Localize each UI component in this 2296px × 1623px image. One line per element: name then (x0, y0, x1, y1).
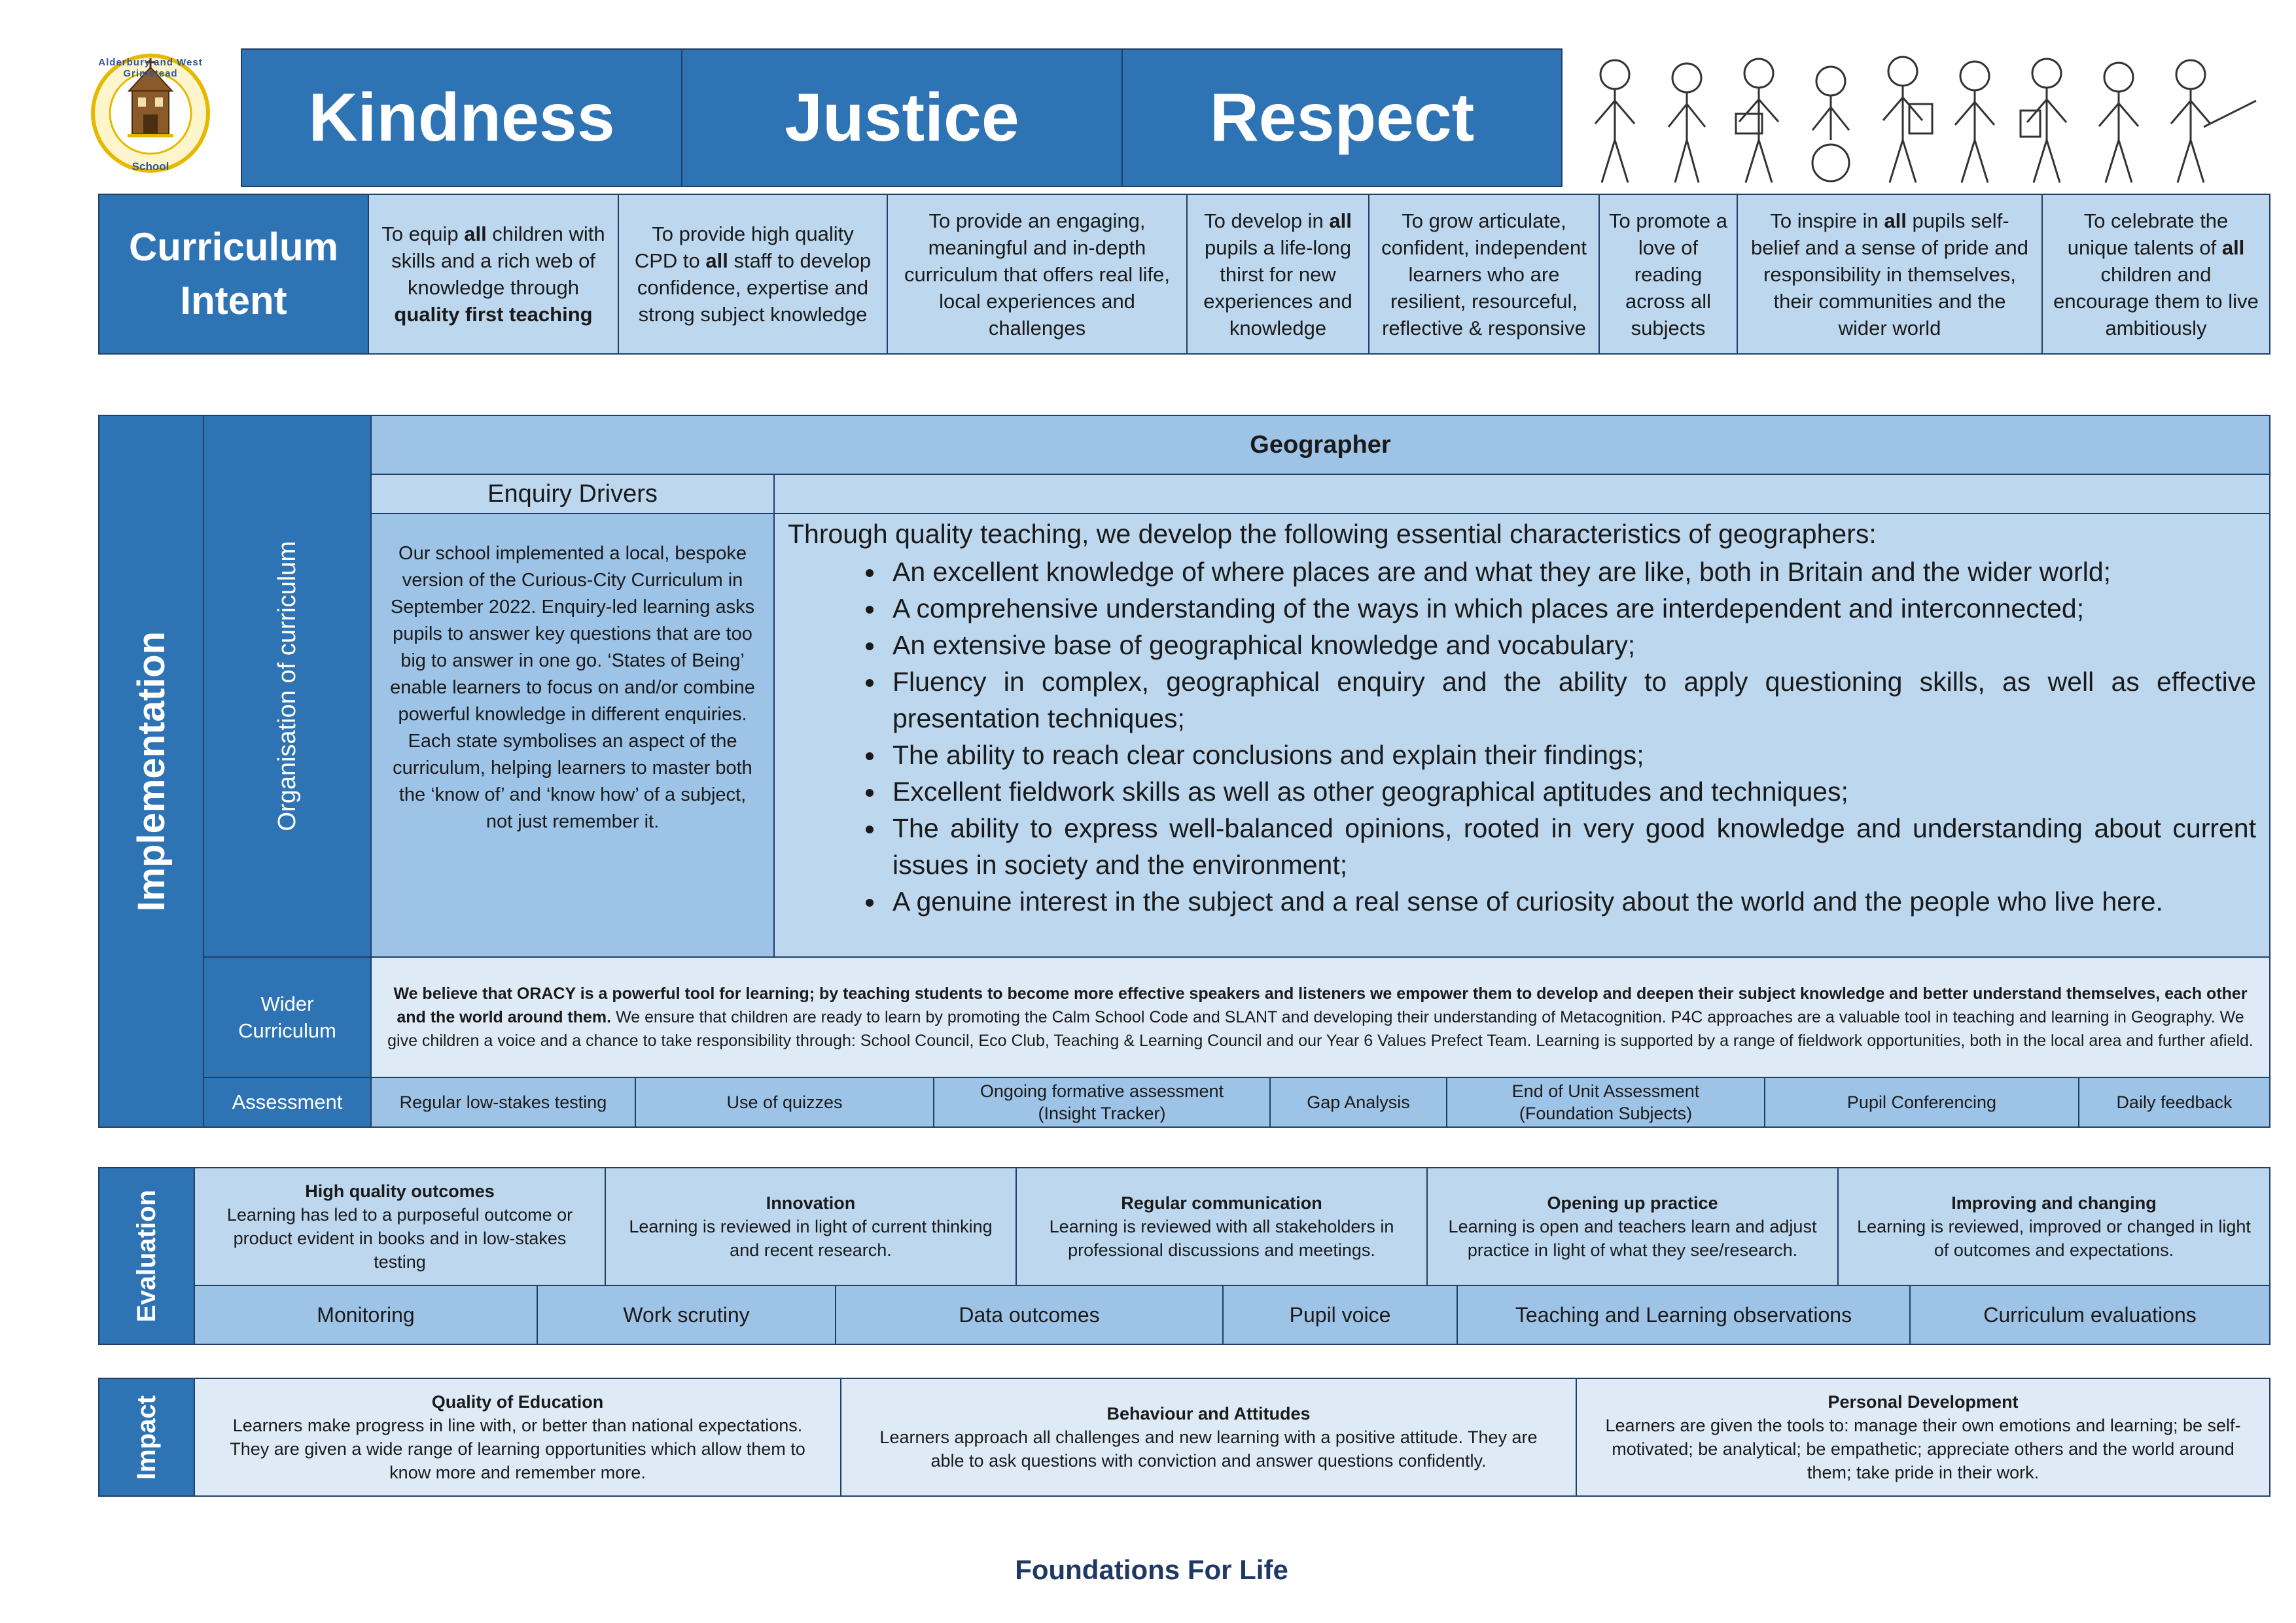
children-line-drawing-icon (1569, 48, 2270, 187)
monitoring-item: Monitoring (195, 1286, 538, 1344)
list-item: • A genuine interest in the subject and a real sense of curiosity about the world and the people who live here. (886, 883, 2256, 920)
evaluation-criteria-row (195, 1168, 2269, 1286)
evaluation-item: Improving and changing Learning is reviewed, improved or changed in light of outcomes and expectations. (1857, 1193, 2251, 1260)
intent-item: To promote a love of reading across all subjects (1600, 195, 1738, 353)
organisation-of-curriculum-label: Organisation of curriculum (204, 416, 372, 958)
evaluation-item: High quality outcomes Learning has led to a purposeful outcome or product evident in books and in low-stakes testing (195, 1168, 606, 1285)
characteristics-intro: Through quality teaching, we develop the following essential characteristics of geographers: (788, 519, 1877, 549)
impact-item: Personal Development Learners are given the tools to: manage their own emotions and learning; be self-motivated; be analytical; be empathetic; appreciate others and the world around them; take pride in their work. (1577, 1379, 2269, 1495)
evaluation-item: Regular communication Learning is reviewed with all stakeholders in professional discussions and meetings. (1017, 1168, 1428, 1285)
intent-item: To provide an engaging, meaningful and in-depth curriculum that offers real life, local experiences and challenges (888, 195, 1188, 353)
monitoring-item: Pupil voice (1224, 1286, 1458, 1344)
list-item: • Fluency in complex, geographical enquiry and the ability to apply questioning skills, as well as effective presentation techniques; (886, 663, 2256, 737)
assessment-item: Use of quizzes (636, 1078, 934, 1126)
evaluation-item: Opening up practice Learning is open and teachers learn and adjust practice in light of what they see/research. (1428, 1168, 1839, 1285)
intent-item: To inspire in all pupils self-belief and a sense of pride and responsibility in themselves, their communities and the wider world (1738, 195, 2043, 353)
assessment-item: Gap Analysis (1271, 1078, 1447, 1126)
assessment-row (372, 1078, 2269, 1126)
assessment-item: Regular low-stakes testing (372, 1078, 636, 1126)
footer-motto: Foundations For Life (1015, 1554, 1288, 1585)
values-banner (241, 48, 1563, 187)
monitoring-item: Data outcomes (836, 1286, 1224, 1344)
monitoring-row (195, 1286, 2269, 1344)
characteristics-list (788, 553, 2256, 920)
list-item: • The ability to reach clear conclusions and explain their findings; (886, 737, 2256, 773)
list-item: • An excellent knowledge of where places are and what they are like, both in Britain and the wider world; (886, 553, 2256, 590)
list-item: • Excellent fieldwork skills as well as other geographical aptitudes and techniques; (886, 773, 2256, 810)
monitoring-item: Work scrutiny (538, 1286, 836, 1344)
school-logo (88, 49, 213, 180)
impact-item: Behaviour and Attitudes Learners approach all challenges and new learning with a positive attitude. They are able to ask questions with conviction and answer questions confidently. (841, 1379, 1577, 1495)
intent-item: To provide high quality CPD to all staff to develop confidence, expertise and strong subject knowledge (619, 195, 888, 353)
value-justice: Justice (682, 50, 1123, 186)
wider-curriculum-label: Wider Curriculum (204, 958, 372, 1078)
enquiry-drivers-heading-spacer (775, 475, 2269, 514)
intent-item: To equip all children with skills and a rich web of knowledge through quality first teaching (369, 195, 619, 353)
impact-item: Quality of Education Learners make progress in line with, or better than national expectations. They are given a wide range of learning opportunities which allow them to know more and remember more. (195, 1379, 841, 1495)
curriculum-intent-row (98, 194, 2270, 355)
intent-item: To develop in all pupils a life-long thirst for new experiences and knowledge (1188, 195, 1369, 353)
logo-school-name: Alderbury and West Grimstead (98, 57, 203, 79)
geographer-characteristics (775, 514, 2269, 958)
wider-curriculum-text: We believe that ORACY is a powerful tool for learning; by teaching students to become more effective speakers and listeners we empower them to develop and deepen their subject knowledge and better understand themselves, each other and the world around them. We ensure that children are ready to learn by promoting the Calm School Code and SLANT and developing their understanding of Metacognition. P4C approaches are a valuable tool in teaching and learning in Geography. We give children a voice and a chance to take responsibility through: School Council, Eco Club, Teaching & Learning Council and our Year 6 Values Prefect Team. Learning is supported by a range of fieldwork opportunities, both in the local area and further afield. (372, 958, 2269, 1078)
intent-title-line1: Curriculum (128, 225, 339, 269)
enquiry-drivers-text: Our school implemented a local, bespoke version of the Curious-City Curriculum in September 2022. Enquiry-led learning asks pupils to answer key questions that are too big to answer in one go. ‘States of Being’ enable learners to focus on and/or combine powerful knowledge in different enquiries. Each state symbolises an aspect of the curriculum, helping learners to master both the ‘know of’ and ‘know how’ of a subject, not just remember it. (372, 514, 775, 958)
evaluation-section (98, 1167, 2270, 1345)
assessment-item: End of Unit Assessment (Foundation Subjects) (1447, 1078, 1765, 1126)
monitoring-item: Curriculum evaluations (1983, 1302, 2197, 1327)
assessment-item: Pupil Conferencing (1765, 1078, 2079, 1126)
assessment-label: Assessment (204, 1078, 372, 1126)
evaluation-item: Innovation Learning is reviewed in light of current thinking and recent research. (606, 1168, 1017, 1285)
logo-school-word: School (132, 160, 169, 173)
evaluation-title: Evaluation (99, 1168, 195, 1344)
impact-section (98, 1378, 2270, 1497)
children-illustration (1569, 48, 2270, 187)
enquiry-drivers-heading: Enquiry Drivers (372, 475, 775, 514)
list-item: • An extensive base of geographical knowledge and vocabulary; (886, 627, 2256, 663)
list-item: • The ability to express well-balanced opinions, rooted in very good knowledge and understanding about current issues in society and the environment; (886, 810, 2256, 883)
impact-title: Impact (99, 1379, 195, 1495)
intent-item: To celebrate the unique talents of all children and encourage them to live ambitiously (2043, 195, 2269, 353)
assessment-item: Daily feedback (2116, 1092, 2233, 1112)
list-item: • A comprehensive understanding of the ways in which places are interdependent and interconnected; (886, 590, 2256, 627)
value-respect: Respect (1209, 79, 1475, 156)
intent-title-line2: Intent (180, 279, 287, 323)
value-kindness: Kindness (242, 50, 682, 186)
implementation-section (98, 415, 2270, 1128)
intent-item: To grow articulate, confident, independent learners who are resilient, resourceful, reflective & responsive (1369, 195, 1600, 353)
monitoring-item: Teaching and Learning observations (1458, 1286, 1911, 1344)
curriculum-intent-title (99, 195, 369, 353)
implementation-title: Implementation (99, 416, 204, 1126)
assessment-item: Ongoing formative assessment (Insight Tracker) (934, 1078, 1271, 1126)
subject-heading: Geographer (372, 416, 2269, 475)
